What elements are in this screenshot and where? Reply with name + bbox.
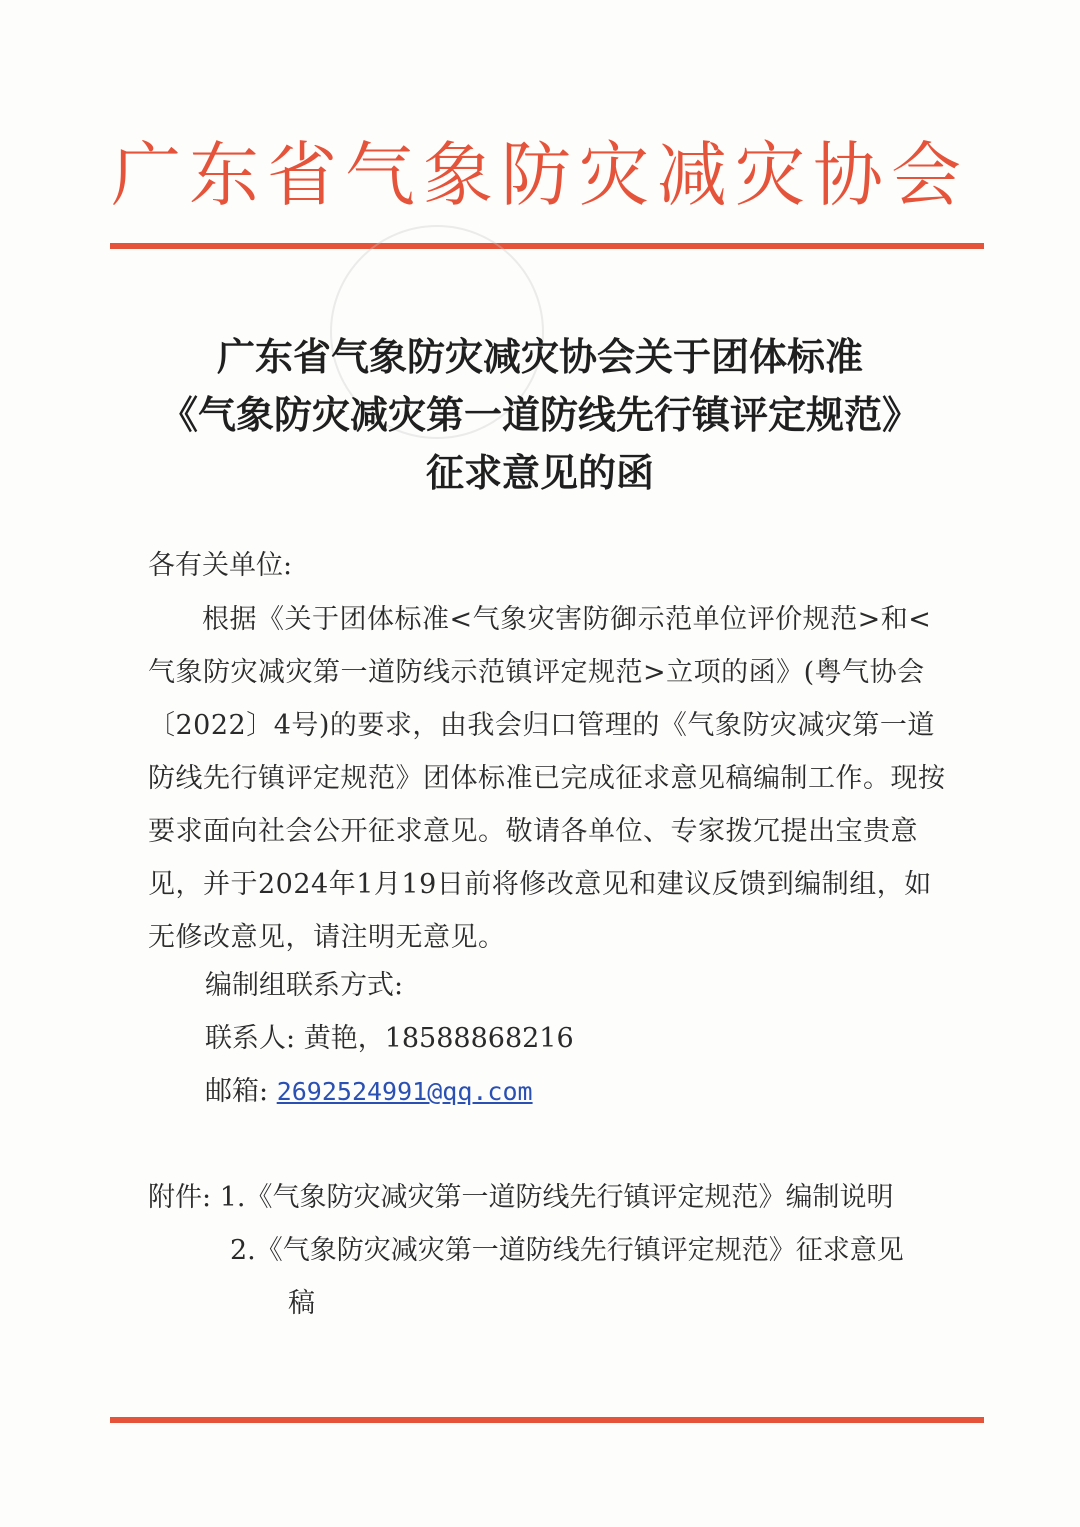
email-link[interactable]: 2692524991@qq.com <box>276 1077 533 1106</box>
title-line-2: 《气象防灾减灾第一道防线先行镇评定规范》 <box>159 392 920 437</box>
attachment-item-2-continued: 稿 <box>288 1288 315 1319</box>
document-title <box>0 328 1080 502</box>
title-line-3: 征求意见的函 <box>425 450 654 495</box>
footer-divider <box>110 1417 984 1423</box>
email-label: 邮箱: <box>205 1076 269 1107</box>
attachment-label: 附件: <box>148 1182 212 1213</box>
letterhead-divider <box>110 243 984 249</box>
contact-person-value: 黄艳，18588868216 <box>303 1023 574 1054</box>
attachment-item-2: 2.《气象防灾减灾第一道防线先行镇评定规范》征求意见 <box>230 1235 904 1266</box>
contact-email <box>205 1078 533 1105</box>
contact-person <box>205 1025 574 1052</box>
letterhead-org-name: 广东省气象防灾减灾协会 <box>111 134 969 216</box>
contact-person-label: 联系人: <box>205 1023 296 1054</box>
body-paragraph: 根据《关于团体标准<气象灾害防御示范单位评价规范>和<气象防灾减灾第一道防线示范镇评定规范>立项的函》(粤气协会〔2022〕4号)的要求，由我会归口管理的《气象防灾减灾第一道防线先行镇评定规范》团体标准已完成征求意见稿编制工作。现按要求面向社会公开征求意见。敬请各单位、专家拨冗提出宝贵意见，并于2024年1月19日前将修改意见和建议反馈到编制组，如无修改意见，请注明无意见。 <box>148 604 946 953</box>
salutation: 各有关单位: <box>148 550 293 581</box>
attachment-1 <box>148 1184 893 1211</box>
attachment-item-1: 1.《气象防灾减灾第一道防线先行镇评定规范》编制说明 <box>219 1182 894 1213</box>
title-line-1: 广东省气象防灾减灾协会关于团体标准 <box>216 334 863 379</box>
contact-heading: 编制组联系方式: <box>205 970 404 1001</box>
